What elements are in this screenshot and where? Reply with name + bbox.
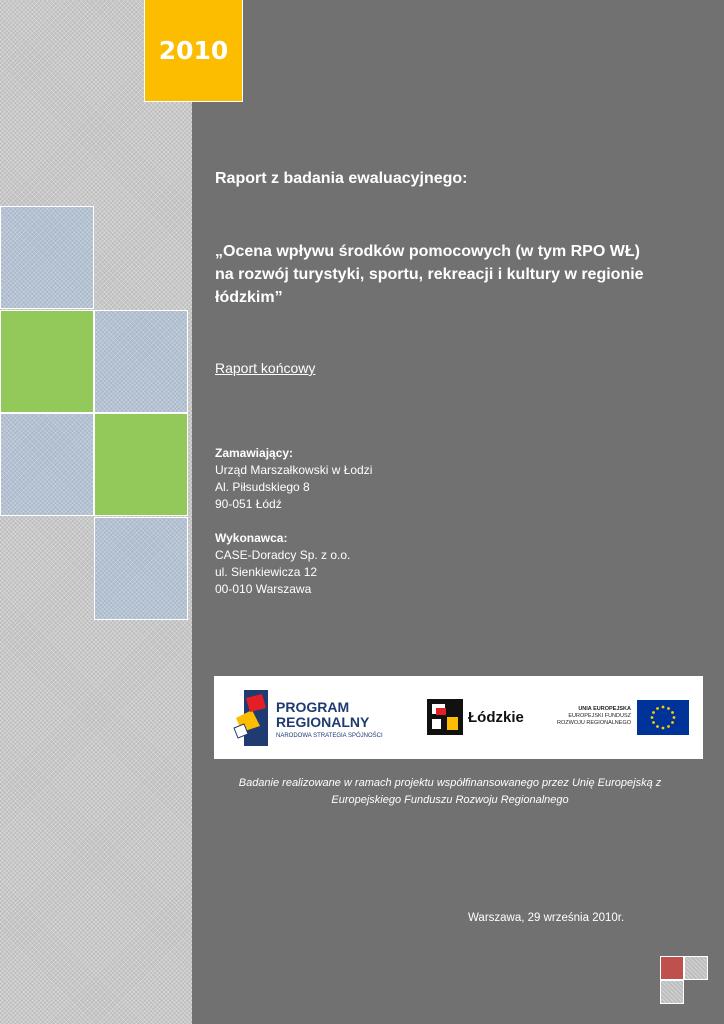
funding-note-line: Badanie realizowane w ramach projektu współfinansowanego przez Unię Europejską z [238,777,662,789]
contractor-line: 00-010 Warszawa [215,582,312,596]
corner-decor-red [660,956,684,980]
client-label: Zamawiający: [215,446,294,460]
decor-tile-blue [94,310,188,413]
contractor-label: Wykonawca: [215,531,288,545]
lodzkie-logo-text: Łódzkie [468,709,524,726]
eu-flag-icon [637,700,689,735]
eu-line1: UNIA EUROPEJSKA [578,706,631,712]
client-line: Al. Piłsudskiego 8 [215,480,310,494]
report-title [215,240,695,309]
report-title-line: „Ocena wpływu środków pomocowych (w tym RPO WŁ) [215,243,640,260]
report-title-line: łódzkim” [215,289,283,306]
report-type-heading: Raport z badania ewaluacyjnego: [215,170,468,187]
eu-fund-text [545,706,631,727]
eu-line3: ROZWOJU REGIONALNEGO [557,720,631,726]
funding-note [205,775,695,809]
decor-tile-green [94,413,188,516]
client-line: 90-051 Łódź [215,497,282,511]
contractor-block [215,530,350,598]
client-line: Urząd Marszałkowski w Łodzi [215,463,373,477]
lodzkie-logo-icon [427,699,463,735]
decor-tile-blue [94,517,188,620]
decor-tile-blue [0,206,94,309]
eu-line2: EUROPEJSKI FUNDUSZ [568,713,631,719]
decor-tile-blue [0,413,94,516]
program-regionalny-logo-text [276,700,369,730]
report-title-line: na rozwój turystyki, sportu, rekreacji i kultury w regionie [215,266,644,283]
logo-strip [214,676,703,759]
corner-decor-grey [660,980,684,1004]
client-block [215,445,372,513]
year-badge: 2010 [144,0,243,102]
program-line2: REGIONALNY [276,714,370,730]
program-subtitle: NARODOWA STRATEGIA SPÓJNOŚCI [276,733,383,739]
place-date: Warszawa, 29 września 2010r. [468,912,625,924]
program-regionalny-icon [232,688,270,748]
program-line1: PROGRAM [276,699,350,715]
contractor-line: CASE-Doradcy Sp. z o.o. [215,548,351,562]
corner-decor-grey [684,956,708,980]
final-report-link[interactable]: Raport końcowy [215,360,316,376]
decor-tile-green [0,310,94,413]
funding-note-line: Europejskiego Funduszu Rozwoju Regionalnego [331,794,569,806]
contractor-line: ul. Sienkiewicza 12 [215,565,318,579]
